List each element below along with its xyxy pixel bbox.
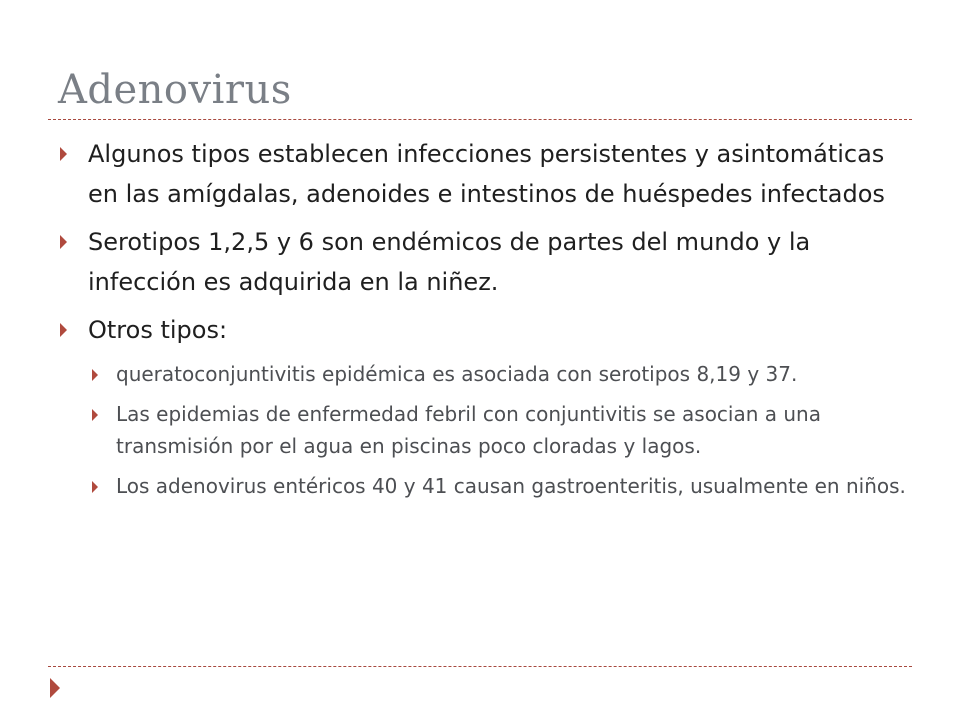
- sub-bullet-text: Los adenovirus entéricos 40 y 41 causan gastroenteritis, usualmente en niños.: [116, 474, 906, 498]
- triangle-right-icon: [92, 409, 98, 421]
- bullet-text: Serotipos 1,2,5 y 6 son endémicos de partes del mundo y la infección es adquirida en la niñez.: [88, 228, 811, 296]
- bullet-item: [52, 222, 912, 302]
- bullet-text: Algunos tipos establecen infecciones persistentes y asintomáticas en las amígdalas, adenoides e intestinos de huéspedes infectados: [88, 140, 885, 208]
- bullet-list: [52, 134, 912, 510]
- title-divider: [48, 119, 912, 120]
- triangle-right-icon: [92, 369, 98, 381]
- triangle-right-icon: [60, 235, 67, 249]
- bullet-item: [52, 310, 912, 350]
- sub-bullet-text: queratoconjuntivitis epidémica es asociada con serotipos 8,19 y 37.: [116, 362, 798, 386]
- triangle-right-icon: [92, 481, 98, 493]
- sub-bullet-item: [88, 398, 912, 462]
- sub-bullet-item: [88, 470, 912, 502]
- slide-title: Adenovirus: [58, 67, 292, 113]
- triangle-right-icon: [50, 678, 60, 698]
- triangle-right-icon: [60, 323, 67, 337]
- bullet-item: [52, 134, 912, 214]
- triangle-right-icon: [60, 147, 67, 161]
- sub-bullet-text: Las epidemias de enfermedad febril con conjuntivitis se asocian a una transmisión por el agua en piscinas poco cloradas y lagos.: [116, 402, 821, 458]
- footer-divider: [48, 666, 912, 667]
- bullet-text: Otros tipos:: [88, 316, 228, 344]
- sub-bullet-item: [88, 358, 912, 390]
